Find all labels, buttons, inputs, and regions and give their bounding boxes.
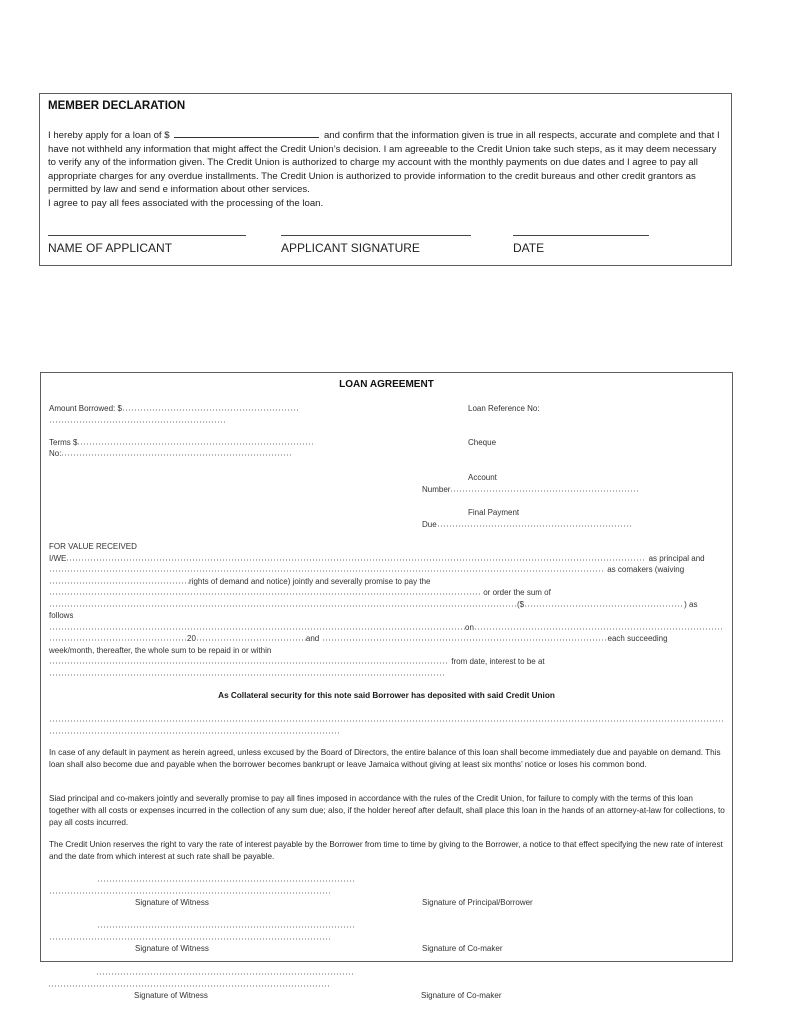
- collateral-heading: As Collateral security for this note said Borrower has deposited with said Credit Union: [218, 691, 555, 700]
- borrower-signature-label: Signature of Principal/Borrower: [422, 898, 533, 907]
- date-label: DATE: [513, 241, 545, 255]
- member-declaration-section: [39, 93, 732, 266]
- as-close: ) as: [684, 600, 698, 609]
- rights-row: [49, 577, 430, 586]
- applicant-signature-label: APPLICANT SIGNATURE: [281, 241, 420, 255]
- rights-text: rights of demand and notice) jointly and severally promise to pay the: [189, 577, 431, 586]
- collateral-field-2[interactable]: [49, 732, 341, 734]
- and-label: and: [305, 634, 320, 643]
- witness-2-line-top: [97, 921, 355, 930]
- interest-rate-row: [49, 669, 445, 678]
- witness-3-line-top: [96, 968, 354, 977]
- year-field[interactable]: [196, 639, 306, 641]
- terms-label: Terms $: [49, 438, 78, 447]
- witness-3-field-top[interactable]: [96, 973, 354, 975]
- cheque-label: Cheque: [468, 438, 497, 447]
- terms-row: [49, 438, 313, 447]
- as-principal-label: as principal and: [648, 554, 705, 563]
- account-number-field[interactable]: [450, 490, 640, 492]
- payee-field[interactable]: [49, 593, 481, 595]
- repayment-period-row: [49, 657, 545, 666]
- applicant-name-label: NAME OF APPLICANT: [48, 241, 173, 255]
- witness-2-label: Signature of Witness: [135, 944, 209, 953]
- installment-row: [49, 623, 727, 632]
- witness-1-field[interactable]: [49, 892, 331, 894]
- witness-2-field[interactable]: [49, 938, 331, 940]
- interest-rate-field[interactable]: [49, 674, 445, 676]
- comaker-2-signature-label: Signature of Co-maker: [421, 991, 502, 1000]
- installment-date-field[interactable]: [474, 628, 724, 630]
- repayment-period-field[interactable]: [49, 662, 449, 664]
- sum-words-field[interactable]: [49, 605, 517, 607]
- no-field[interactable]: [61, 454, 293, 456]
- on-label: on: [465, 623, 474, 632]
- year-prefix: 20: [187, 634, 196, 643]
- loan-reference-label: Loan Reference No:: [468, 404, 540, 413]
- witness-2-line: [49, 933, 331, 942]
- amount-borrowed-label: Amount Borrowed: $: [49, 404, 122, 413]
- dollar-open: ($: [517, 600, 525, 609]
- loan-agreement-section: [40, 372, 733, 962]
- comakers-field[interactable]: [49, 570, 605, 572]
- each-succeeding-label: each succeeding: [607, 634, 668, 643]
- final-payment-due-field[interactable]: [437, 525, 633, 527]
- comakers-row: [49, 565, 684, 574]
- collateral-row-2: [49, 727, 341, 736]
- principal-name-field[interactable]: [66, 559, 646, 561]
- due-row: [422, 520, 633, 529]
- installment-amount-field[interactable]: [49, 628, 465, 630]
- witness-3-line: [48, 980, 330, 989]
- default-paragraph: In case of any default in payment as herein agreed, unless excused by the Board of Directors, the entire balance of this loan shall become immediately due and payable on demand. This loan shall also become due and payable when the borrower becomes bankrupt or leave Jamaica without giving at least six months’ notice or loses his common bond.: [49, 748, 721, 769]
- amount-borrowed-field[interactable]: [122, 409, 298, 411]
- witness-3-label: Signature of Witness: [134, 991, 208, 1000]
- number-label: Number: [422, 485, 451, 494]
- sum-row: [49, 600, 725, 609]
- interest-paragraph: The Credit Union reserves the right to vary the rate of interest payable by the Borrower from time to time by giving to the Borrower, a notice to that effect specifying the new rate of interest and the date from which interest at such rate shall be payable.: [49, 840, 723, 861]
- final-payment-label: Final Payment: [468, 508, 520, 517]
- terms-field[interactable]: [77, 443, 313, 445]
- iwe-label: I/WE: [49, 554, 67, 563]
- witness-1-line-top: [97, 875, 355, 884]
- loan-agreement-title: LOAN AGREEMENT: [339, 379, 434, 390]
- account-number-row: [422, 485, 640, 494]
- declaration-body: and confirm that the information given is true in all respects, accurate and complete and that I have not withheld any information that might affect the Credit Union’s decision. I am agreeable to the Credit Union take such steps, as it may deem necessary to verify any of the information given. The Credit Union is authorized to charge my account with the monthly payments on due dates and I agree to pay all appropriate charges for any overdue installments. The Credit Union is authorized to provide information to the credit bureaus and other credit grantors as permitted by law and send e information about other services.: [48, 130, 720, 196]
- applicant-name-field[interactable]: [48, 235, 246, 236]
- declaration-paragraph: [48, 128, 724, 211]
- collateral-field-1[interactable]: [49, 720, 725, 722]
- installment-day-field[interactable]: [49, 639, 187, 641]
- declaration-prefix: I hereby apply for a loan of $: [48, 130, 170, 141]
- witness-1-label: Signature of Witness: [135, 898, 209, 907]
- as-comakers-label: as comakers (waiving: [607, 565, 685, 574]
- witness-3-field[interactable]: [48, 985, 330, 987]
- declaration-fees: I agree to pay all fees associated with the processing of the loan.: [48, 197, 324, 209]
- amount-borrowed-field-2[interactable]: [49, 421, 225, 423]
- amount-borrowed-row: [49, 404, 298, 413]
- loan-amount-field[interactable]: [174, 128, 319, 138]
- account-label: Account: [468, 473, 497, 482]
- witness-1-line: [49, 887, 331, 896]
- no-row: [49, 449, 293, 458]
- member-declaration-title: MEMBER DECLARATION: [48, 100, 186, 112]
- collateral-row-1: [49, 715, 725, 724]
- applicant-signature-field[interactable]: [281, 235, 471, 236]
- succeeding-amount-field[interactable]: [322, 639, 608, 641]
- rights-field[interactable]: [49, 582, 189, 584]
- no-label: No:: [49, 449, 62, 458]
- payee-row: [49, 588, 551, 597]
- witness-2-field-top[interactable]: [97, 926, 355, 928]
- date-field[interactable]: [513, 235, 649, 236]
- amount-borrowed-continuation: [49, 416, 225, 425]
- fines-paragraph: Siad principal and co-makers jointly and severally promise to pay all fines imposed in accordance with the rules of the Credit Union, for failure to comply with the terms of this loan together with all costs or expenses incurred in the collection of any sum due; also, if the holder hereof after default, shall place this loan in the hands of an attorney-at-law for collections, to pay all costs incurred.: [49, 794, 725, 827]
- iwe-row: [49, 554, 725, 563]
- comaker-1-signature-label: Signature of Co-maker: [422, 944, 503, 953]
- witness-1-field-top[interactable]: [97, 880, 355, 882]
- due-label: Due: [422, 520, 437, 529]
- from-date-label: from date, interest to be at: [451, 657, 545, 666]
- for-value-received: FOR VALUE RECEIVED: [49, 542, 137, 551]
- year-row: [49, 634, 668, 643]
- follows-label: follows: [49, 611, 74, 620]
- week-month-text: week/month, thereafter, the whole sum to be repaid in or within: [49, 646, 272, 655]
- or-order-label: or order the sum of: [483, 588, 551, 597]
- sum-figures-field[interactable]: [524, 605, 684, 607]
